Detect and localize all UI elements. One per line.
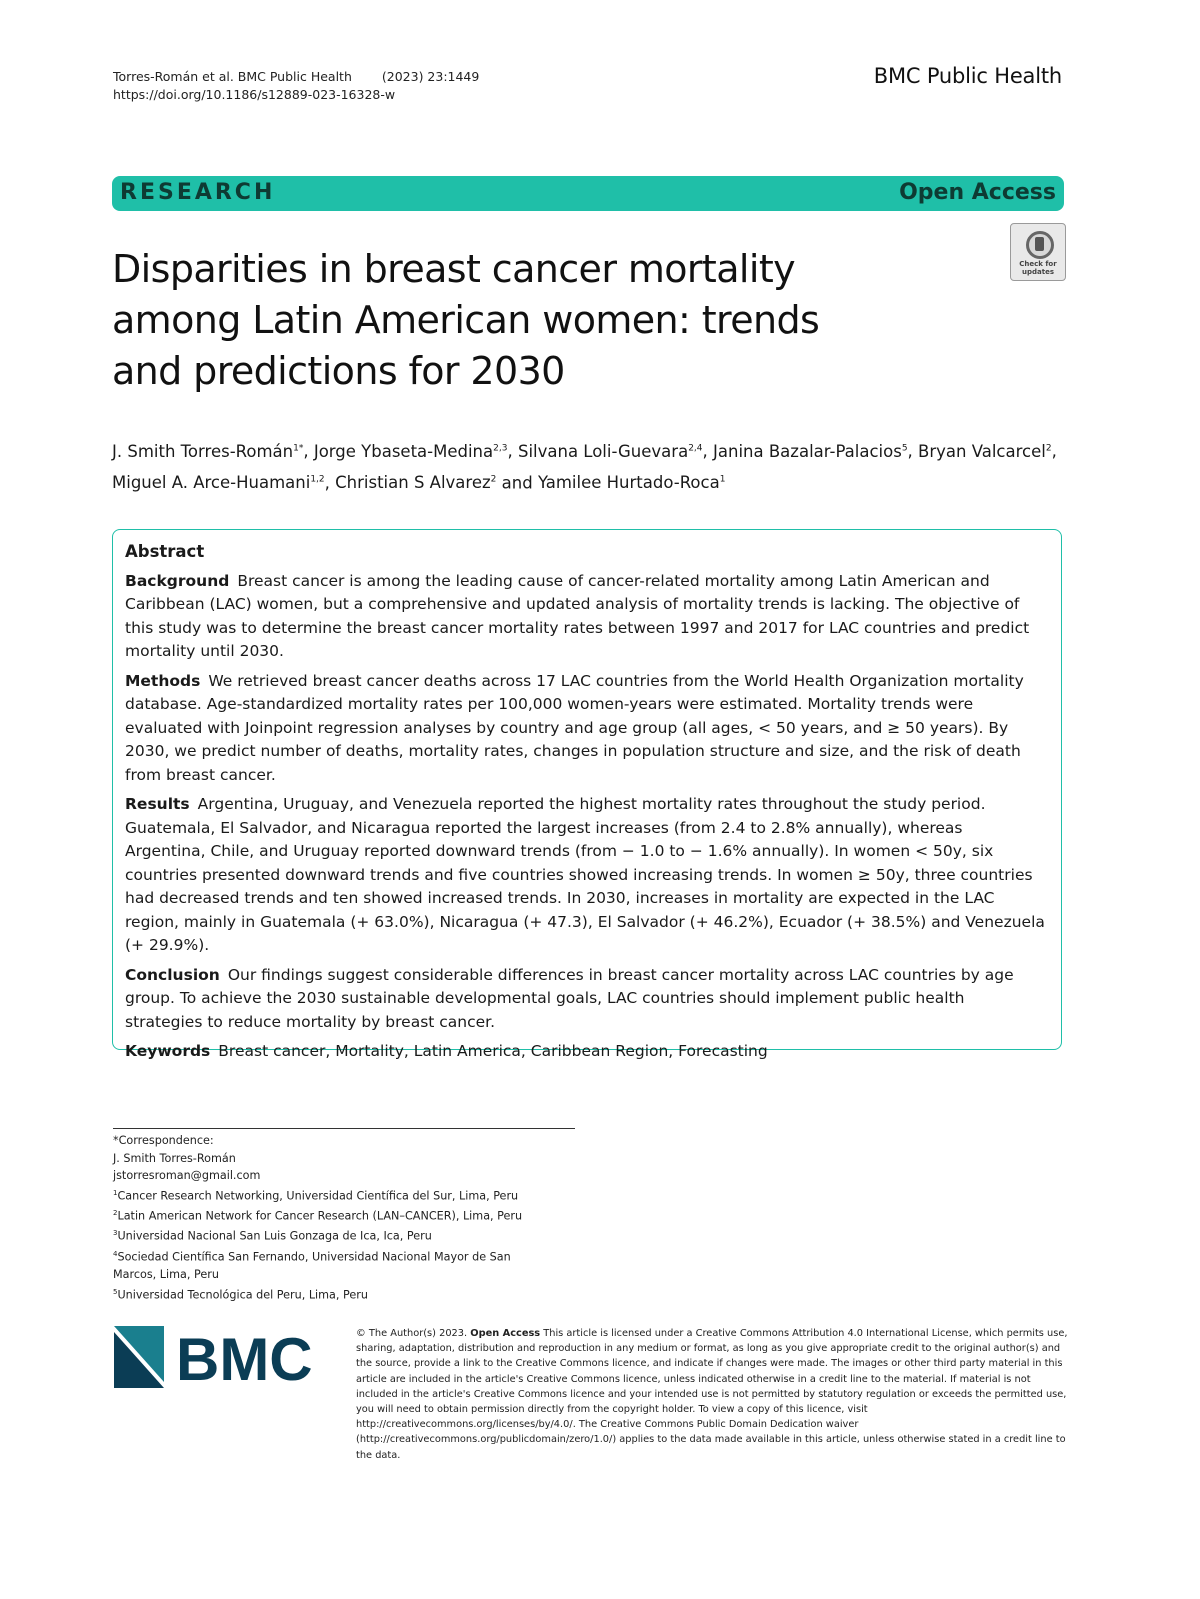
correspondence-name: J. Smith Torres-Román: [113, 1151, 236, 1165]
authors-connector: and: [501, 473, 533, 492]
doi-link[interactable]: https://doi.org/10.1186/s12889-023-16328-w: [113, 87, 396, 102]
article-type: RESEARCH: [120, 180, 276, 205]
author[interactable]: Silvana Loli-Guevara$^{2,4}$: [517, 441, 703, 461]
correspondence-label: *Correspondence:: [113, 1134, 214, 1147]
affiliation: $^4$Sociedad Científica San Fernando, Universidad Nacional Mayor de San: [113, 1249, 511, 1264]
running-head: [113, 68, 479, 104]
abstract-background: Background Breast cancer is among the leading cause of cancer-related mortality among Latin American and Caribbean (LAC) women, but a comprehensive and updated analysis of mortality trends is lacking. The objective of this study was to determine the breast cancer mortality rates between 1997 and 2017 for LAC countries and predict mortality until 2030.: [125, 571, 1030, 660]
logo-wordmark: BMC: [176, 1326, 313, 1388]
journal-name: BMC Public Health: [873, 64, 1062, 88]
correspondence-email[interactable]: jstorresroman@gmail.com: [113, 1169, 261, 1183]
abstract-box: [112, 529, 1062, 1060]
author[interactable]: Yamilee Hurtado-Roca$^1$: [537, 473, 726, 492]
article-type-banner: [112, 176, 1064, 211]
conclusion-label: Conclusion: [125, 965, 220, 984]
author-list: J. Smith Torres-Román$^{1*}$, Jorge Ybaseta-Medina$^{2,3}$, Silvana Loli-Guevara$^{2,4}$, Janina Bazalar-Palacios$^5$, Bryan Valcarcel$^2$, Miguel A. Arce-Huamani$^{1,2}$, Christian S Alvarez$^2$ and Yamilee Hurtado-Roca$^1$: [112, 441, 1057, 492]
author[interactable]: J. Smith Torres-Román$^{1*}$: [112, 441, 304, 461]
background-label: Background: [125, 571, 230, 590]
author[interactable]: Janina Bazalar-Palacios$^5$: [713, 441, 908, 461]
abstract-keywords: Keywords Breast cancer, Mortality, Latin America, Caribbean Region, Forecasting: [125, 1042, 768, 1060]
bmc-logo: [114, 1326, 329, 1388]
author[interactable]: Jorge Ybaseta-Medina$^{2,3}$: [313, 441, 508, 461]
check-for-updates-badge[interactable]: [1010, 223, 1066, 281]
volume-info: (2023) 23:1449: [381, 69, 480, 84]
results-label: Results: [125, 795, 190, 813]
affiliation: $^3$Universidad Nacional San Luis Gonzaga de Ica, Ica, Peru: [113, 1229, 432, 1244]
abstract-heading: Abstract: [125, 542, 205, 561]
author[interactable]: Bryan Valcarcel$^2$: [918, 441, 1052, 461]
crossmark-label: Check for updates: [1019, 260, 1057, 276]
crossmark-icon: [1026, 231, 1054, 259]
author[interactable]: Miguel A. Arce-Huamani$^{1,2}$: [112, 473, 325, 492]
author[interactable]: Christian S Alvarez$^2$: [335, 473, 497, 492]
open-access-label: Open Access: [899, 180, 1056, 205]
abstract-results: Results Argentina, Uruguay, and Venezuela reported the highest mortality rates throughout the study period. Guatemala, El Salvador, and Nicaragua reported the largest increases (from 2.4 to 2.8% annually), whereas Argentina, Chile, and Uruguay reported downward trends (from − 1.0 to − 1.6% annually). In women < 50y, six countries presented downward trends and five countries showed increasing trends. In women ≥ 50y, three countries had decreased trends and ten showed increased trends. In 2030, increases in mortality are expected in the LAC region, mainly in Guatemala (+ 63.0%), Nicaragua (+ 47.3), El Salvador (+ 46.2%), Ecuador (+ 38.5%) and Venezuela (+ 29.9%).: [125, 795, 1045, 954]
keywords-label: Keywords: [125, 1042, 211, 1060]
citation: Torres-Román et al. BMC Public Health: [113, 69, 352, 84]
license-oa-label: Open Access: [470, 1328, 541, 1339]
abstract-methods: Methods We retrieved breast cancer deaths across 17 LAC countries from the World Health Organization mortality database. Age-standardized mortality rates per 100,000 women-years were estimated. Mortality trends were evaluated with Joinpoint regression analyses by country and age group (all ages, < 50 years, and ≥ 50 years). By 2030, we predict number of deaths, mortality rates, changes in population structure and size, and the risk of death from breast cancer.: [125, 671, 1024, 784]
abstract-conclusion: Conclusion Our findings suggest considerable differences in breast cancer mortality across LAC countries by age group. To achieve the 2030 sustainable developmental goals, LAC countries should implement public health strategies to reduce mortality by breast cancer.: [125, 965, 1014, 1031]
methods-label: Methods: [125, 671, 201, 690]
article-title: Disparities in breast cancer mortality among Latin American women: trends and predictions for 2030: [112, 247, 820, 393]
affiliation: $^5$Universidad Tecnológica del Peru, Lima, Peru: [113, 1287, 368, 1302]
footnotes: [113, 1132, 583, 1304]
footnote-divider: [113, 1128, 575, 1129]
affiliation: $^1$Cancer Research Networking, Universidad Científica del Sur, Lima, Peru: [113, 1188, 519, 1203]
license-text: © The Author(s) 2023. Open Access This article is licensed under a Creative Commons Attribution 4.0 International License, which permits use, sharing, adaptation, distribution and reproduction in any medium or format, as long as you give appropriate credit to the original author(s) and the source, provide a link to the Creative Commons licence, and indicate if changes were made. The images or other third party material in this article are included in the article's Creative Commons licence, unless indicated otherwise in a credit line to the material. If material is not included in the article's Creative Commons licence and your intended use is not permitted by statutory regulation or exceeds the permitted use, you will need to obtain permission directly from the copyright holder. To view a copy of this licence, visit http://creativecommons.org/licenses/by/4.0/. The Creative Commons Public Domain Dedication waiver (http://creativecommons.org/publicdomain/zero/1.0/) applies to the data made available in this article, unless otherwise stated in a credit line to the data.: [356, 1328, 1068, 1461]
affiliation: $^2$Latin American Network for Cancer Research (LAN–CANCER), Lima, Peru: [113, 1209, 523, 1223]
affiliation-continued: Marcos, Lima, Peru: [113, 1268, 219, 1282]
